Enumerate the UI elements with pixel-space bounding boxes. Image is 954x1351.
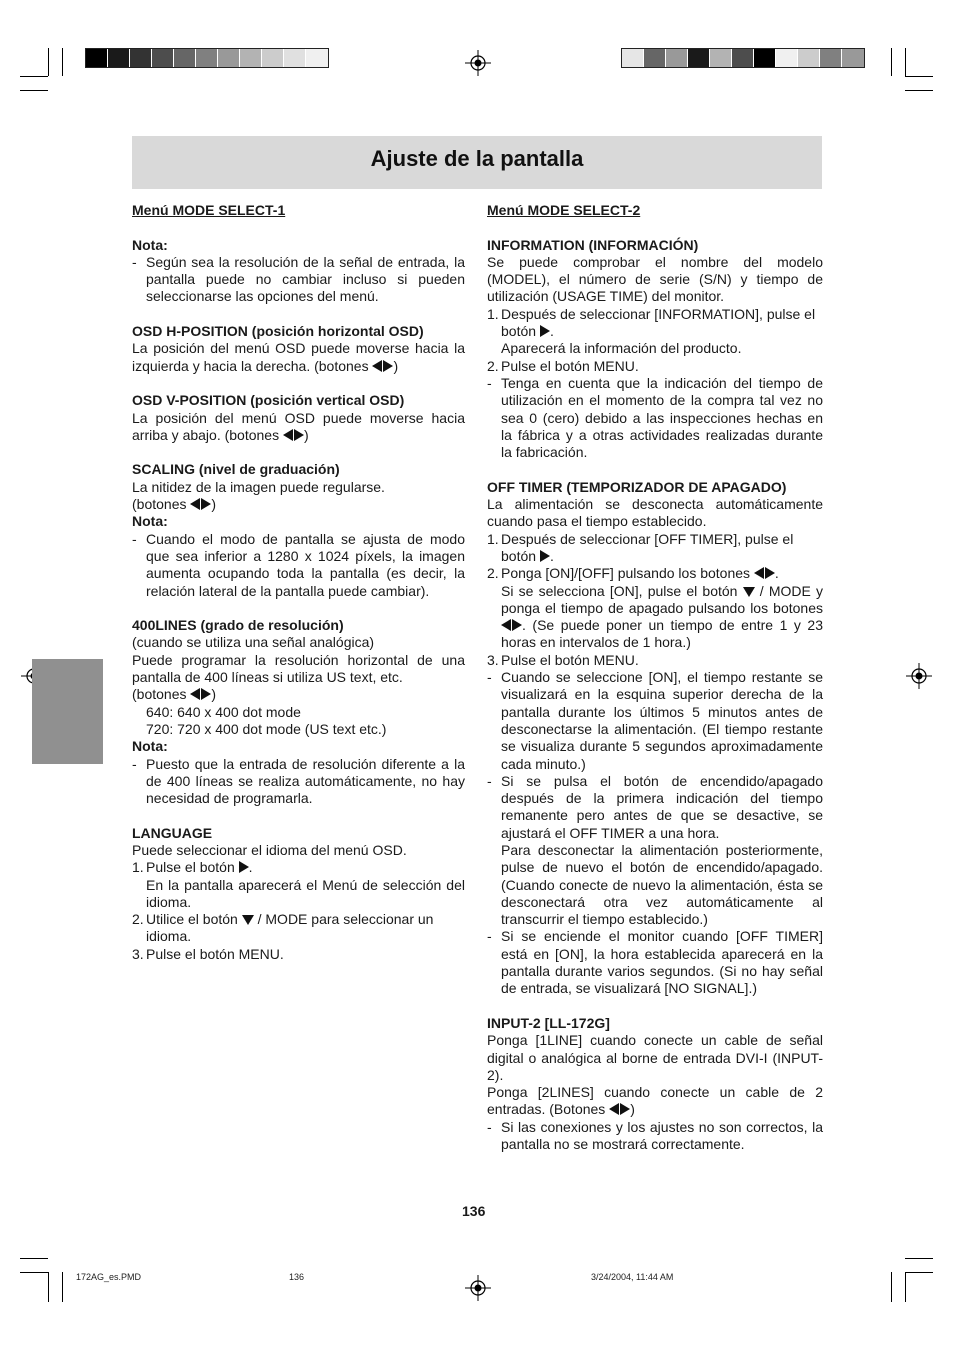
scaling-buttons: (botones ) xyxy=(132,496,217,513)
side-tab xyxy=(32,659,103,764)
right-arrow-icon xyxy=(620,1103,630,1115)
crop-mark xyxy=(48,1272,49,1302)
crop-mark xyxy=(905,76,933,77)
information-text: Se puede comprobar el nombre del modelo (MODEL), el número de serie (S/N) y tiempo de utilización (USAGE TIME) del monitor. xyxy=(487,253,823,305)
scaling-title: SCALING (nivel de graduación) xyxy=(132,461,340,478)
scaling-text: La nitidez de la imagen puede regularse. xyxy=(132,478,385,495)
registration-mark-icon xyxy=(465,1275,491,1301)
page-number: 136 xyxy=(462,1203,486,1219)
left-arrow-icon xyxy=(609,1103,619,1115)
registration-mark-icon xyxy=(465,50,491,76)
crop-mark xyxy=(62,1272,63,1302)
right-arrow-icon xyxy=(294,429,304,441)
input-2-title: INPUT-2 [LL-172G] xyxy=(487,1014,610,1031)
right-arrow-icon xyxy=(201,688,211,700)
off-timer-text: La alimentación se desconecta automáticamente cuando pasa el tiempo establecido. xyxy=(487,496,823,530)
off-timer-note-sub: Para desconectar la alimentación posteriormente, pulse de nuevo el botón de encendido/apagado. (Cuando conecte de nuevo la alimentación, ésta se desconectará otra vez automáticamente al transcurrir el tiempo establecido.) xyxy=(501,841,823,928)
right-arrow-icon xyxy=(765,567,775,579)
section-title: Menú MODE SELECT-1 xyxy=(132,202,286,218)
crop-mark xyxy=(891,48,892,76)
crop-mark xyxy=(905,1272,906,1302)
information-step-sub: Aparecerá la información del producto. xyxy=(501,340,742,357)
language-title: LANGUAGE xyxy=(132,824,213,841)
note-item: - Según sea la resolución de la señal de entrada, la pantalla puede no cambiar incluso si pueden seleccionarse las opciones del menú. xyxy=(132,253,465,305)
information-note: - Tenga en cuenta que la indicación del tiempo de utilización en el momento de la compra tal vez no sea 0 (cero) debido a las inspecciones hechas en la fábrica y a otras actividades realizadas durante la fabricación. xyxy=(487,374,823,461)
off-timer-note: - Si se pulsa el botón de encendido/apagado después de la primera indicación del tiempo remanente pero antes de que se desactive, se ajustará el OFF TIMER a una hora. xyxy=(487,772,823,841)
color-bar-right xyxy=(621,48,865,68)
crop-mark xyxy=(20,90,48,91)
400lines-title: 400LINES (grado de resolución) xyxy=(132,617,344,634)
page-title: Ajuste de la pantalla xyxy=(370,146,584,171)
crop-mark xyxy=(905,48,906,76)
section-title: Menú MODE SELECT-2 xyxy=(487,202,641,218)
down-arrow-icon xyxy=(242,915,254,925)
note-label: Nota: xyxy=(132,738,168,755)
language-step: 3. Pulse el botón MENU. xyxy=(132,945,284,962)
input-2-text: Ponga [1LINE] cuando conecte un cable de señal digital o analógica al borne de entrada DVI-I (INPUT-2). xyxy=(487,1032,823,1083)
off-timer-note: - Si se enciende el monitor cuando [OFF TIMER] está en [ON], la hora establecida aparecerá en la pantalla durante varios segundos. (Si no hay señal de entrada, se visualizará [NO SIGNAL].) xyxy=(487,928,823,997)
osd-h-position-title: OSD H-POSITION (posición horizontal OSD) xyxy=(132,323,424,340)
crop-mark xyxy=(905,1272,933,1273)
off-timer-title: OFF TIMER (TEMPORIZADOR DE APAGADO) xyxy=(487,478,787,495)
400lines-buttons: (botones ) xyxy=(132,686,217,703)
color-bar-left xyxy=(85,48,329,68)
information-step: 2. Pulse el botón MENU. xyxy=(487,357,639,374)
footer-page: 136 xyxy=(289,1272,305,1282)
left-arrow-icon xyxy=(501,619,511,631)
crop-mark xyxy=(891,1272,892,1302)
language-step-sub: En la pantalla aparecerá el Menú de selección del idioma. xyxy=(146,876,465,910)
right-arrow-icon xyxy=(512,619,522,631)
off-timer-step-sub: Si se selecciona [ON], pulse el botón / MODE y ponga el tiempo de apagado pulsando los botones . (Se puede poner un tiempo de entre 1 y 23 horas en intervalos de 1 hora.) xyxy=(501,582,824,651)
crop-mark xyxy=(20,1272,48,1273)
left-arrow-icon xyxy=(190,498,200,510)
left-arrow-icon xyxy=(372,360,382,372)
crop-mark xyxy=(62,48,63,76)
footer-file: 172AG_es.PMD xyxy=(76,1272,142,1282)
right-column xyxy=(487,202,823,1153)
registration-mark-icon xyxy=(906,663,932,689)
off-timer-step: 3. Pulse el botón MENU. xyxy=(487,651,639,668)
osd-v-position-title: OSD V-POSITION (posición vertical OSD) xyxy=(132,392,405,409)
right-arrow-icon xyxy=(540,325,550,337)
off-timer-step: 2. Ponga [ON]/[OFF] pulsando los botones . xyxy=(487,565,779,582)
osd-h-position-text: La posición del menú OSD puede moverse hacia la izquierda y hacia la derecha. (botones ) xyxy=(132,340,465,374)
left-column xyxy=(132,202,465,963)
left-arrow-icon xyxy=(283,429,293,441)
crop-mark xyxy=(905,1258,933,1259)
off-timer-step: 1. Después de seleccionar [OFF TIMER], pulse el botón . xyxy=(487,530,794,564)
footer-date: 3/24/2004, 11:44 AM xyxy=(591,1272,674,1282)
down-arrow-icon xyxy=(743,587,755,597)
400lines-option: 720: 720 x 400 dot mode (US text etc.) xyxy=(146,720,387,737)
osd-v-position-text: La posición del menú OSD puede moverse hacia arriba y abajo. (botones ) xyxy=(132,409,465,443)
input-2-text: Ponga [2LINES] cuando conecte un cable de 2 entradas. (Botones ) xyxy=(487,1084,823,1118)
note-item: - Puesto que la entrada de resolución diferente a la de 400 líneas se realiza automáticamente, no hay necesidad de programarla. xyxy=(132,755,465,807)
left-arrow-icon xyxy=(754,567,764,579)
right-arrow-icon xyxy=(540,550,550,562)
information-step: 1. Después de seleccionar [INFORMATION], pulse el botón . xyxy=(487,305,816,340)
language-text: Puede seleccionar el idioma del menú OSD. xyxy=(132,841,407,858)
note-label: Nota: xyxy=(132,513,168,530)
language-step: 2. Utilice el botón / MODE para seleccionar un idioma. xyxy=(132,911,434,945)
left-arrow-icon xyxy=(190,688,200,700)
400lines-sub: (cuando se utiliza una señal analógica) xyxy=(132,634,375,651)
note-item: - Cuando el modo de pantalla se ajusta de modo que sea inferior a 1280 x 1024 píxels, la imagen aumenta ocupando toda la pantalla (es decir, la relación lateral de la pantalla puede cambiar). xyxy=(132,530,465,599)
crop-mark xyxy=(20,1258,48,1259)
right-arrow-icon xyxy=(383,360,393,372)
off-timer-note: - Cuando se seleccione [ON], el tiempo restante se visualizará en la esquina superior derecha de la pantalla durante los últimos 5 minutos antes de desconectarse la alimentación. (El tiempo restante se visualiza durante 5 segundos aproximadamente cada minuto.) xyxy=(487,669,823,772)
language-step: 1. Pulse el botón . xyxy=(132,859,253,876)
input-2-note: - Si las conexiones y los ajustes no son correctos, la pantalla no se mostrará correctamente. xyxy=(487,1118,823,1153)
400lines-option: 640: 640 x 400 dot mode xyxy=(146,703,301,720)
400lines-text: Puede programar la resolución horizontal de una pantalla de 400 líneas si utiliza US text, etc. xyxy=(132,651,465,686)
crop-mark xyxy=(905,90,933,91)
note-label: Nota: xyxy=(132,236,168,253)
right-arrow-icon xyxy=(201,498,211,510)
crop-mark xyxy=(20,76,48,77)
information-title: INFORMATION (INFORMACIÓN) xyxy=(487,236,699,253)
crop-mark xyxy=(48,48,49,76)
right-arrow-icon xyxy=(239,861,249,873)
